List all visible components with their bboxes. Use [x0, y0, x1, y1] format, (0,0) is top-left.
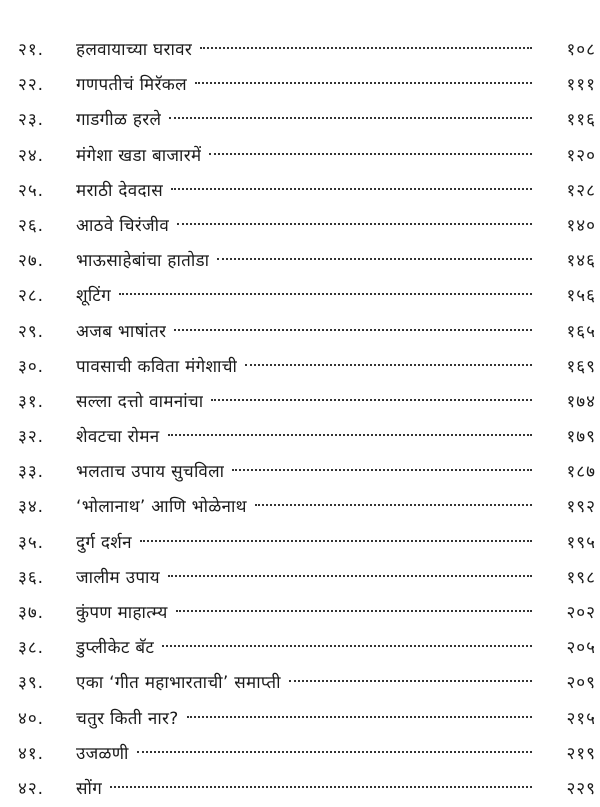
chapter-number: २२.: [18, 75, 45, 96]
page-number: १९८: [566, 567, 596, 588]
chapter-number: २५.: [18, 180, 45, 201]
chapter-title: अजब भाषांतर: [76, 321, 167, 342]
chapter-number: २६.: [18, 215, 45, 236]
chapter-number: २९.: [18, 321, 45, 342]
chapter-number: ३५.: [18, 532, 45, 553]
toc-entry: [18, 385, 596, 420]
toc-entry: [18, 420, 596, 455]
page-number: १६९: [566, 356, 596, 377]
toc-entry: [18, 33, 596, 68]
chapter-title: उजळणी: [76, 743, 129, 764]
page-number: २१९: [566, 743, 596, 764]
dot-leader: [168, 575, 532, 577]
chapter-number: ४१.: [18, 743, 45, 764]
page-number: १४०: [566, 215, 596, 236]
toc-entry: [18, 490, 596, 525]
page-number: ११६: [566, 110, 596, 131]
chapter-title: जालीम उपाय: [76, 567, 160, 588]
chapter-number: ४०.: [18, 708, 45, 729]
dot-leader: [209, 153, 532, 155]
page-number: २२९: [566, 778, 596, 799]
page-number: १५६: [566, 286, 596, 307]
chapter-number: ३६.: [18, 567, 45, 588]
dot-leader: [217, 258, 532, 260]
chapter-title: ‘भोलानाथ’ आणि भोळेनाथ: [76, 497, 247, 518]
page-number: १२८: [566, 180, 596, 201]
toc-entry: [18, 139, 596, 174]
chapter-number: २४.: [18, 145, 45, 166]
toc-entry: [18, 772, 596, 807]
dot-leader: [174, 329, 532, 331]
toc-entry: [18, 103, 596, 138]
chapter-title: मंगेशा खडा बाजारमें: [76, 145, 202, 166]
page-number: २०९: [566, 673, 596, 694]
chapter-number: ३८.: [18, 638, 45, 659]
dot-leader: [168, 434, 532, 436]
toc-entry: [18, 279, 596, 314]
chapter-number: २१.: [18, 40, 45, 60]
page-number: १९५: [566, 532, 596, 553]
toc-entry: [18, 244, 596, 279]
chapter-number: ३७.: [18, 603, 45, 623]
page-number: १२०: [566, 145, 596, 166]
dot-leader: [119, 293, 532, 295]
page-number: २०२: [566, 603, 596, 623]
chapter-number: ३०.: [18, 356, 45, 377]
chapter-title: आठवे चिरंजीव: [76, 215, 170, 236]
chapter-title: भाऊसाहेबांचा हातोडा: [76, 251, 210, 272]
chapter-title: हलवायाच्या घरावर: [76, 40, 193, 60]
chapter-number: ३३.: [18, 462, 45, 483]
toc-entry: [18, 666, 596, 701]
page-number: १८७: [566, 462, 596, 483]
dot-leader: [162, 645, 532, 647]
dot-leader: [176, 610, 532, 612]
chapter-number: ३२.: [18, 427, 45, 448]
chapter-number: ३९.: [18, 673, 45, 694]
page-number: १६५: [566, 321, 596, 342]
chapter-title: सोंग: [76, 778, 103, 799]
chapter-number: २८.: [18, 286, 45, 307]
dot-leader: [137, 751, 532, 753]
chapter-number: ३१.: [18, 391, 45, 412]
page-number: २१५: [566, 708, 596, 729]
chapter-title: भलताच उपाय सुचविला: [76, 462, 225, 483]
dot-leader: [245, 364, 532, 366]
toc-entry: [18, 455, 596, 490]
dot-leader: [289, 680, 532, 682]
dot-leader: [255, 504, 532, 506]
toc-entry: [18, 68, 596, 103]
page-number: २०५: [566, 638, 596, 659]
chapter-title: शूटिंग: [76, 286, 112, 307]
dot-leader: [169, 117, 532, 119]
dot-leader: [195, 82, 532, 84]
chapter-title: सल्ला दत्तो वामनांचा: [76, 391, 204, 412]
page-number: १७९: [566, 427, 596, 448]
dot-leader: [232, 469, 532, 471]
toc-entry: [18, 174, 596, 209]
toc-entry: [18, 631, 596, 666]
chapter-title: दुर्ग दर्शन: [76, 532, 132, 553]
chapter-title: पावसाची कविता मंगेशाची: [76, 356, 238, 377]
toc-entry: [18, 702, 596, 737]
dot-leader: [177, 223, 532, 225]
toc-entry: [18, 315, 596, 350]
dot-leader: [171, 188, 532, 190]
page-number: १११: [566, 75, 596, 96]
chapter-title: चतुर किती नार?: [76, 708, 179, 729]
toc-entry: [18, 561, 596, 596]
page-number: १०८: [566, 40, 596, 60]
chapter-number: ४२.: [18, 778, 45, 799]
chapter-number: ३४.: [18, 497, 45, 518]
toc-entry: [18, 737, 596, 772]
dot-leader: [211, 399, 532, 401]
chapter-title: एका ‘गीत महाभारताची’ समाप्ती: [76, 673, 281, 694]
chapter-title: शेवटचा रोमन: [76, 427, 160, 448]
dot-leader: [187, 716, 532, 718]
page-number: १९२: [566, 497, 596, 518]
chapter-number: २७.: [18, 251, 45, 272]
toc-entry: [18, 350, 596, 385]
table-of-contents: [18, 33, 596, 807]
chapter-title: मराठी देवदास: [76, 180, 164, 201]
toc-entry: [18, 526, 596, 561]
toc-entry: [18, 596, 596, 631]
toc-entry: [18, 209, 596, 244]
chapter-number: २३.: [18, 110, 45, 131]
chapter-title: गणपतीचं मिरॅकल: [76, 75, 187, 96]
chapter-title: गाडगीळ हरले: [76, 110, 162, 131]
page-number: १४६: [566, 251, 596, 272]
page-number: १७४: [566, 391, 596, 412]
dot-leader: [140, 540, 532, 542]
chapter-title: डुप्लीकेट बॅट: [76, 638, 155, 659]
chapter-title: कुंपण माहात्म्य: [76, 603, 168, 623]
dot-leader: [200, 47, 532, 49]
